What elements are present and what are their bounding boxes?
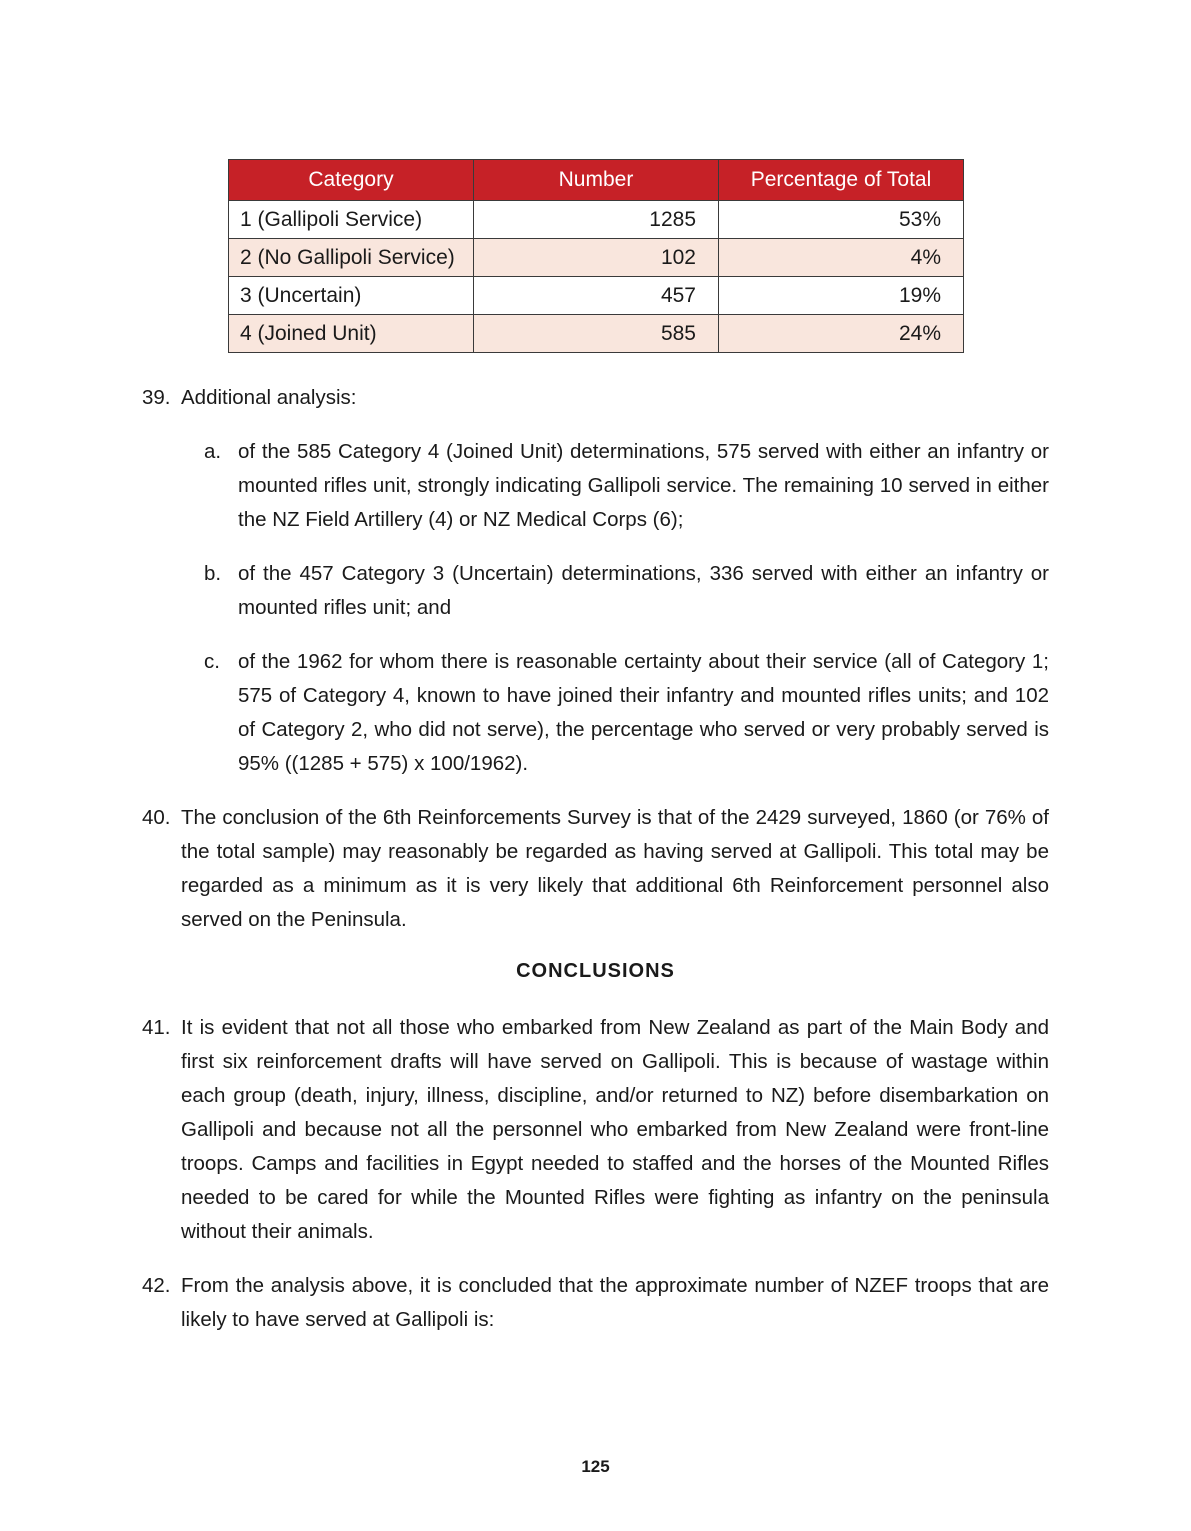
header-percentage: Percentage of Total [719, 160, 964, 201]
paragraph-text: From the analysis above, it is concluded that the approximate number of NZEF troops that are likely to have served at Gallipoli is: [181, 1274, 1049, 1331]
paragraph-39 [142, 381, 1049, 415]
subparagraph-39a [204, 435, 1049, 537]
paragraph-number: 41. [142, 1016, 171, 1039]
paragraph-number: 39. [142, 386, 171, 409]
subparagraph-39b [204, 557, 1049, 625]
subparagraph-39c [204, 645, 1049, 781]
table-row [229, 277, 964, 315]
cell-category: 3 (Uncertain) [229, 277, 474, 315]
cell-category: 1 (Gallipoli Service) [229, 201, 474, 239]
table-header-row [229, 160, 964, 201]
paragraph-number: 42. [142, 1274, 171, 1297]
cell-percentage: 53% [719, 201, 964, 239]
cell-category: 2 (No Gallipoli Service) [229, 239, 474, 277]
cell-number: 457 [474, 277, 719, 315]
cell-number: 102 [474, 239, 719, 277]
cell-number: 1285 [474, 201, 719, 239]
cell-percentage: 19% [719, 277, 964, 315]
subparagraph-label: c. [204, 650, 220, 673]
table-row [229, 239, 964, 277]
category-table [228, 159, 964, 353]
paragraph-42 [142, 1269, 1049, 1337]
subparagraph-text: of the 457 Category 3 (Uncertain) determinations, 336 served with either an infantry or mounted rifles unit; and [238, 562, 1049, 619]
paragraph-text: Additional analysis: [181, 386, 357, 409]
subparagraph-text: of the 585 Category 4 (Joined Unit) determinations, 575 served with either an infantry or mounted rifles unit, strongly indicating Gallipoli service. The remaining 10 served in either the NZ Field Artillery (4) or NZ Medical Corps (6); [238, 440, 1049, 531]
category-table-container [228, 159, 963, 353]
cell-percentage: 24% [719, 315, 964, 353]
subparagraph-text: of the 1962 for whom there is reasonable certainty about their service (all of Category 1; 575 of Category 4, known to have joined their infantry and mounted rifles units; and 102 of Category 2, who did not serve), the percentage who served or very probably served is 95% ((1285 + 575) x 100/1962). [238, 650, 1049, 775]
paragraph-40 [142, 801, 1049, 937]
cell-number: 585 [474, 315, 719, 353]
subparagraph-label: b. [204, 562, 222, 585]
page-number: 125 [581, 1457, 610, 1476]
cell-category: 4 (Joined Unit) [229, 315, 474, 353]
paragraph-number: 40. [142, 806, 171, 829]
subparagraph-label: a. [204, 440, 222, 463]
section-heading: CONCLUSIONS [516, 960, 675, 982]
cell-percentage: 4% [719, 239, 964, 277]
paragraph-text: It is evident that not all those who embarked from New Zealand as part of the Main Body and first six reinforcement drafts will have served on Gallipoli. This is because of wastage within each group (death, injury, illness, discipline, and/or returned to NZ) before disembarkation on Gallipoli and because not all the personnel who embarked from New Zealand were front-line troops. Camps and facilities in Egypt needed to staffed and the horses of the Mounted Rifles needed to be cared for while the Mounted Rifles were fighting as infantry on the peninsula without their animals. [181, 1016, 1049, 1243]
header-number: Number [474, 160, 719, 201]
header-category: Category [229, 160, 474, 201]
paragraph-41 [142, 1011, 1049, 1249]
table-row [229, 315, 964, 353]
table-row [229, 201, 964, 239]
paragraph-text: The conclusion of the 6th Reinforcements Survey is that of the 2429 surveyed, 1860 (or 76% of the total sample) may reasonably be regarded as having served at Gallipoli. This total may be regarded as a minimum as it is very likely that additional 6th Reinforcement personnel also served on the Peninsula. [181, 806, 1049, 931]
